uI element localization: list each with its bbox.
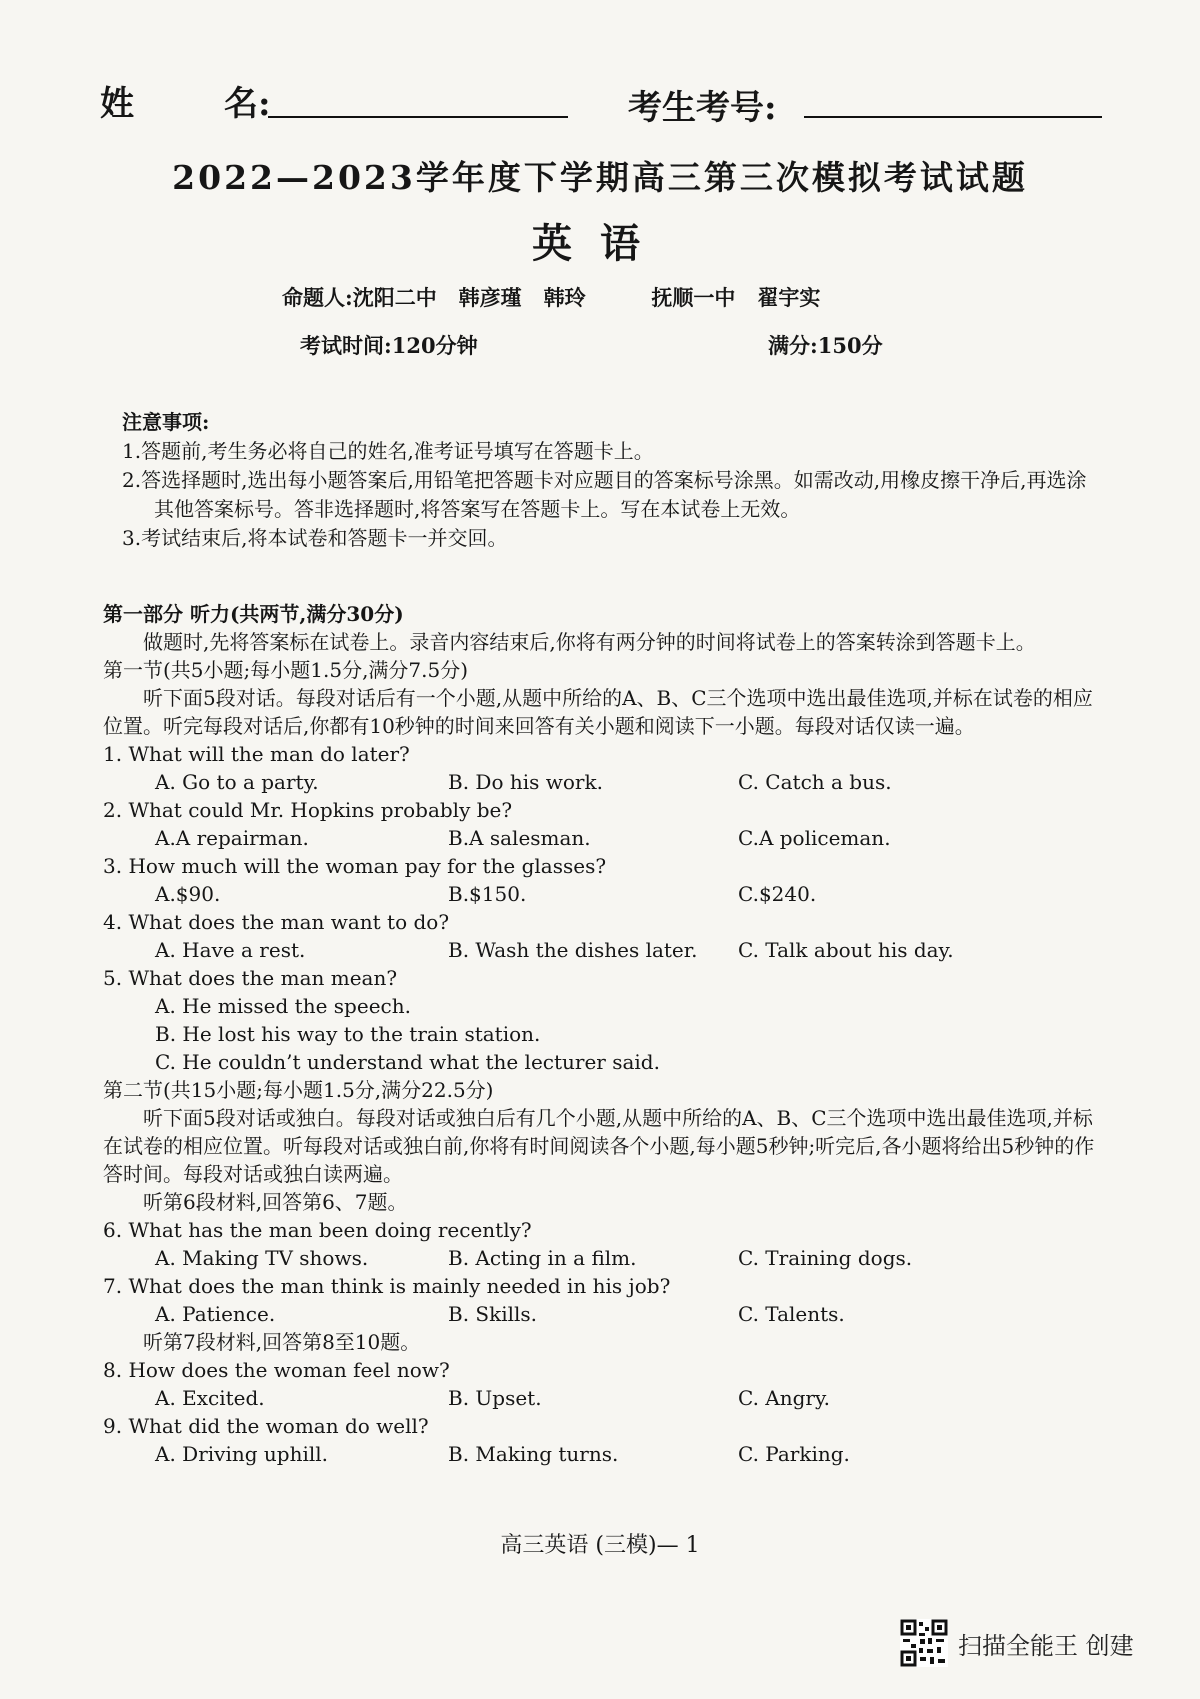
option-b: B. Acting in a film. xyxy=(448,1246,637,1270)
section1-instructions: 听下面5段对话。每段对话后有一个小题,从题中所给的A、B、C三个选项中选出最佳选项,并标在试卷的相应位置。听完每段对话后,你都有10秒钟的时间来回答有关小题和阅读下一小题。每段对话仅读一遍。 xyxy=(103,686,1093,738)
question-options xyxy=(103,1300,1103,1328)
question-options xyxy=(103,880,1103,908)
notice-title: 注意事项: xyxy=(122,410,210,434)
option-b: B.$150. xyxy=(448,882,527,906)
question-text: 4. What does the man want to do? xyxy=(103,910,450,934)
name-blank-line[interactable] xyxy=(268,116,568,118)
option-a: A. Making TV shows. xyxy=(155,1246,369,1270)
question-item xyxy=(103,908,1103,964)
question-options xyxy=(103,936,1103,964)
question-item xyxy=(103,1216,1103,1272)
section2-heading: 第二节(共15小题;每小题1.5分,满分22.5分) xyxy=(103,1078,494,1102)
question-options xyxy=(103,824,1103,852)
exam-time: 考试时间:120分钟 xyxy=(300,333,478,358)
option-a: A.A repairman. xyxy=(155,826,309,850)
option-b: B. Making turns. xyxy=(448,1442,619,1466)
option-a: A. Driving uphill. xyxy=(155,1442,328,1466)
subject-title: 英语 xyxy=(532,220,668,267)
notice-section xyxy=(122,408,1102,553)
option-c: C. Catch a bus. xyxy=(738,770,892,794)
listening-part xyxy=(103,600,1103,1468)
question-text: 9. What did the woman do well? xyxy=(103,1414,429,1438)
option-c: C. Talents. xyxy=(738,1302,845,1326)
material-note: 听第7段材料,回答第8至10题。 xyxy=(143,1330,421,1354)
option-b: B. Do his work. xyxy=(448,770,603,794)
option-b: B. Skills. xyxy=(448,1302,538,1326)
question-text: 7. What does the man think is mainly needed in his job? xyxy=(103,1274,671,1298)
question-text: 5. What does the man mean? xyxy=(103,966,398,990)
option-a: A. Go to a party. xyxy=(155,770,319,794)
authors-line: 命题人:沈阳二中 韩彦瑾 韩玲 抚顺一中 翟宇实 xyxy=(282,285,821,310)
question-text: 2. What could Mr. Hopkins probably be? xyxy=(103,798,513,822)
question-item xyxy=(103,852,1103,908)
question-options xyxy=(103,768,1103,796)
option-a: A.$90. xyxy=(155,882,221,906)
option-c: C.A policeman. xyxy=(738,826,891,850)
part1-intro: 做题时,先将答案标在试卷上。录音内容结束后,你将有两分钟的时间将试卷上的答案转涂到答题卡上。 xyxy=(143,630,1036,654)
option-a: A. Patience. xyxy=(155,1302,276,1326)
name-label xyxy=(100,76,271,125)
question-text: 3. How much will the woman pay for the glasses? xyxy=(103,854,607,878)
watermark-text: 扫描全能王 创建 xyxy=(958,1631,1134,1660)
question-text: 1. What will the man do later? xyxy=(103,742,410,766)
notice-item: 1.答题前,考生务必将自己的姓名,准考证号填写在答题卡上。 xyxy=(122,439,654,463)
question-text: 8. How does the woman feel now? xyxy=(103,1358,450,1382)
option-a: A. Excited. xyxy=(155,1386,265,1410)
question-options xyxy=(103,1244,1103,1272)
option-c: C.$240. xyxy=(738,882,817,906)
option-c: C. Training dogs. xyxy=(738,1246,913,1270)
question-item xyxy=(103,1356,1103,1412)
name-label-part2: 名: xyxy=(224,84,271,124)
option-b: B.A salesman. xyxy=(448,826,591,850)
notice-item: 3.考试结束后,将本试卷和答题卡一并交回。 xyxy=(122,526,508,550)
question-item xyxy=(103,1272,1103,1328)
section2-instructions: 听下面5段对话或独白。每段对话或独白后有几个小题,从题中所给的A、B、C三个选项中选出最佳选项,并标在试卷的相应位置。听每段对话或独白前,你将有时间阅读各个小题,每小题5秒钟;听完后,各小题将给出5秒钟的作答时间。每段对话或独白读两遍。 xyxy=(103,1106,1095,1186)
part1-heading: 第一部分 听力(共两节,满分30分) xyxy=(103,602,404,626)
qr-code-icon xyxy=(900,1619,948,1667)
option-c: C. He couldn’t understand what the lecturer said. xyxy=(155,1050,660,1074)
scanner-watermark xyxy=(900,1618,1134,1668)
option-c: C. Parking. xyxy=(738,1442,850,1466)
question-item xyxy=(103,740,1103,796)
option-b: B. He lost his way to the train station. xyxy=(155,1022,541,1046)
option-c: C. Talk about his day. xyxy=(738,938,954,962)
question-item xyxy=(103,1412,1103,1468)
option-b: B. Upset. xyxy=(448,1386,542,1410)
question-options xyxy=(103,1440,1103,1468)
exam-title: 2022—2023学年度下学期高三第三次模拟考试试题 xyxy=(172,158,1028,197)
question-text: 6. What has the man been doing recently? xyxy=(103,1218,532,1242)
notice-item: 2.答选择题时,选出每小题答案后,用铅笔把答题卡对应题目的答案标号涂黑。如需改动,用橡皮擦干净后,再选涂其他答案标号。答非选择题时,将答案写在答题卡上。写在本试卷上无效。 xyxy=(122,468,1087,521)
option-c: C. Angry. xyxy=(738,1386,830,1410)
question-item xyxy=(103,796,1103,852)
exam-id-blank-line[interactable] xyxy=(804,116,1102,118)
option-a: A. He missed the speech. xyxy=(155,994,411,1018)
option-a: A. Have a rest. xyxy=(155,938,306,962)
page-footer: 高三英语 (三模)— 1 xyxy=(500,1533,700,1558)
full-score: 满分:150分 xyxy=(768,333,883,358)
candidate-info-row xyxy=(100,70,1100,130)
material-note: 听第6段材料,回答第6、7题。 xyxy=(143,1190,408,1214)
name-label-part1: 姓 xyxy=(100,84,134,124)
question-item xyxy=(103,964,1103,1076)
question-options xyxy=(103,1384,1103,1412)
section1-heading: 第一节(共5小题;每小题1.5分,满分7.5分) xyxy=(103,658,469,682)
exam-id-label: 考生考号: xyxy=(628,88,777,128)
option-b: B. Wash the dishes later. xyxy=(448,938,698,962)
